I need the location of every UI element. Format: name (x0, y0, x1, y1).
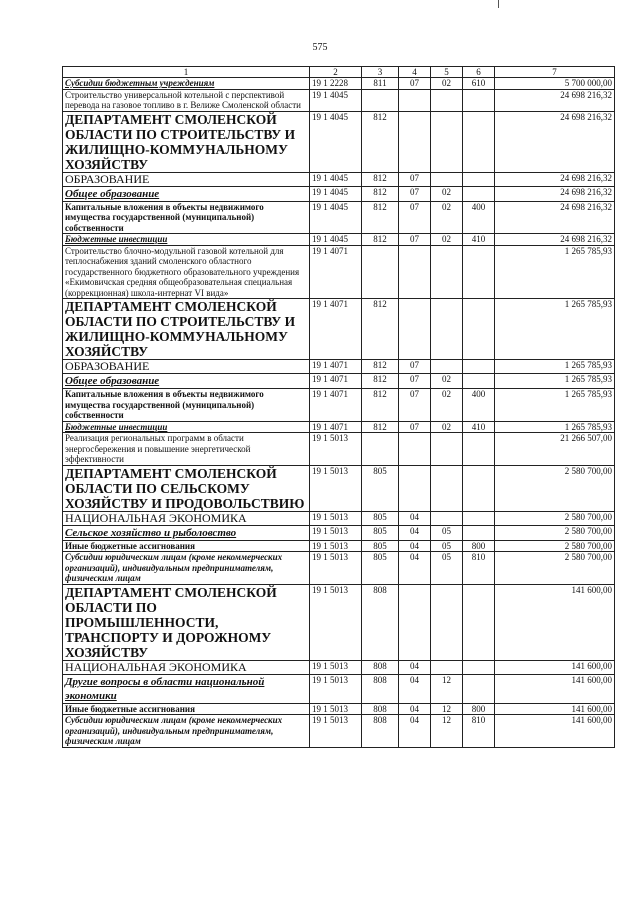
cell-vr (463, 674, 495, 703)
cell-vr: 800 (463, 540, 495, 552)
cell-rz: 04 (399, 715, 431, 748)
cell-pr (431, 433, 463, 466)
cell-amount: 141 600,00 (495, 674, 615, 703)
cell-code: 19 1 2228 (310, 78, 362, 90)
cell-amount: 1 265 785,93 (495, 421, 615, 433)
cell-name: Строительство универсальной котельной с перспективой перевода на газовое топливо в г. Велиже Смоленской области (63, 89, 310, 111)
cell-amount: 141 600,00 (495, 703, 615, 715)
cell-vr (463, 172, 495, 186)
header-cell-vid: 3 (362, 67, 399, 78)
cell-amount: 1 265 785,93 (495, 245, 615, 299)
cell-vr: 800 (463, 703, 495, 715)
cell-vr (463, 525, 495, 540)
cell-pr (431, 89, 463, 111)
cell-name: ОБРАЗОВАНИЕ (63, 360, 310, 374)
cell-rz: 07 (399, 374, 431, 389)
cell-pr: 05 (431, 552, 463, 585)
cell-pr (431, 172, 463, 186)
table-row (63, 360, 615, 374)
table-row (63, 511, 615, 525)
header-cell-pr: 5 (431, 67, 463, 78)
cell-code: 19 1 4045 (310, 172, 362, 186)
cell-amount: 1 265 785,93 (495, 299, 615, 360)
cell-vid: 812 (362, 201, 399, 234)
cell-pr: 02 (431, 201, 463, 234)
cell-pr (431, 360, 463, 374)
cell-name: ОБРАЗОВАНИЕ (63, 172, 310, 186)
cell-rz: 04 (399, 552, 431, 585)
cell-pr: 02 (431, 389, 463, 422)
cell-rz: 04 (399, 660, 431, 674)
cell-code: 19 1 5013 (310, 465, 362, 511)
table-row (63, 540, 615, 552)
cell-vr (463, 511, 495, 525)
cell-rz: 07 (399, 172, 431, 186)
cell-amount: 24 698 216,32 (495, 234, 615, 246)
cell-amount: 1 265 785,93 (495, 360, 615, 374)
cell-name: Реализация региональных программ в области энергосбережения и повышение энергетической эффективности (63, 433, 310, 466)
cell-code: 19 1 5013 (310, 703, 362, 715)
cell-name: Иные бюджетные ассигнования (63, 540, 310, 552)
cell-vid: 812 (362, 299, 399, 360)
cell-code: 19 1 4071 (310, 389, 362, 422)
cell-name: Бюджетные инвестиции (63, 234, 310, 246)
cell-rz: 07 (399, 421, 431, 433)
cell-vid: 808 (362, 584, 399, 660)
cell-vid: 805 (362, 540, 399, 552)
cell-vid (362, 433, 399, 466)
cell-vr (463, 186, 495, 201)
cell-vr (463, 374, 495, 389)
cell-amount: 2 580 700,00 (495, 552, 615, 585)
cell-vr (463, 360, 495, 374)
cell-pr (431, 465, 463, 511)
cell-name: НАЦИОНАЛЬНАЯ ЭКОНОМИКА (63, 511, 310, 525)
cell-code: 19 1 5013 (310, 540, 362, 552)
cell-code: 19 1 4045 (310, 89, 362, 111)
cell-vid: 808 (362, 660, 399, 674)
cell-code: 19 1 4071 (310, 299, 362, 360)
cell-vr: 410 (463, 421, 495, 433)
cell-code: 19 1 5013 (310, 584, 362, 660)
cell-name: Субсидии бюджетным учреждениям (63, 78, 310, 90)
table-row (63, 299, 615, 360)
cell-vid (362, 89, 399, 111)
cell-amount: 1 265 785,93 (495, 374, 615, 389)
cell-code: 19 1 5013 (310, 511, 362, 525)
cell-amount: 2 580 700,00 (495, 525, 615, 540)
cell-code: 19 1 4045 (310, 111, 362, 172)
cell-name: Субсидии юридическим лицам (кроме некоммерческих организаций), индивидуальным предпринимателям, физическим лицам (63, 552, 310, 585)
cell-vid: 812 (362, 374, 399, 389)
table-row (63, 78, 615, 90)
cell-pr: 12 (431, 703, 463, 715)
header-cell-code: 2 (310, 67, 362, 78)
cell-rz: 07 (399, 234, 431, 246)
cell-name: Бюджетные инвестиции (63, 421, 310, 433)
cell-pr: 05 (431, 525, 463, 540)
table-row (63, 186, 615, 201)
table-row (63, 172, 615, 186)
cell-amount: 24 698 216,32 (495, 186, 615, 201)
cell-rz (399, 465, 431, 511)
page-number: 575 (312, 42, 328, 53)
table-row (63, 111, 615, 172)
cell-vr: 610 (463, 78, 495, 90)
cell-vid (362, 245, 399, 299)
header-cell-vr: 6 (463, 67, 495, 78)
cell-amount: 2 580 700,00 (495, 465, 615, 511)
table-row (63, 584, 615, 660)
cell-rz: 04 (399, 703, 431, 715)
cell-vid: 805 (362, 511, 399, 525)
cell-rz: 07 (399, 360, 431, 374)
cell-rz: 04 (399, 674, 431, 703)
cell-amount: 24 698 216,32 (495, 111, 615, 172)
cell-pr (431, 299, 463, 360)
cell-vid: 812 (362, 389, 399, 422)
cell-name: Строительство блочно-модульной газовой котельной для теплоснабжения зданий смоленского областного государственного бюджетного образовательного учреждения «Екимовичская средняя общеобразовательная специальная (коррекционная) школа-интернат VI вида» (63, 245, 310, 299)
table-row (63, 674, 615, 703)
cell-name: Сельское хозяйство и рыболовство (63, 525, 310, 540)
cell-code: 19 1 5013 (310, 660, 362, 674)
cell-pr: 02 (431, 421, 463, 433)
table-row (63, 660, 615, 674)
cell-rz: 07 (399, 186, 431, 201)
cell-rz (399, 584, 431, 660)
cell-name: Другие вопросы в области национальной экономики (63, 674, 310, 703)
cell-pr: 12 (431, 715, 463, 748)
cell-name: ДЕПАРТАМЕНТ СМОЛЕНСКОЙ ОБЛАСТИ ПО ПРОМЫШЛЕННОСТИ, ТРАНСПОРТУ И ДОРОЖНОМУ ХОЗЯЙСТВУ (63, 584, 310, 660)
cell-code: 19 1 5013 (310, 674, 362, 703)
table-row (63, 552, 615, 585)
cell-vid: 805 (362, 465, 399, 511)
cell-name: Общее образование (63, 374, 310, 389)
cell-vr (463, 245, 495, 299)
cell-name: Субсидии юридическим лицам (кроме некоммерческих организаций), индивидуальным предпринимателям, физическим лицам (63, 715, 310, 748)
table-row (63, 201, 615, 234)
cell-pr: 05 (431, 540, 463, 552)
cell-pr (431, 660, 463, 674)
cell-pr: 02 (431, 374, 463, 389)
cell-vid: 808 (362, 674, 399, 703)
cell-rz (399, 89, 431, 111)
cell-vr: 810 (463, 715, 495, 748)
cell-vr (463, 299, 495, 360)
header-cell-name: 1 (63, 67, 310, 78)
cell-name: Общее образование (63, 186, 310, 201)
cell-pr: 02 (431, 234, 463, 246)
cell-code: 19 1 5013 (310, 525, 362, 540)
cell-vr (463, 660, 495, 674)
cell-rz: 07 (399, 78, 431, 90)
cell-name: ДЕПАРТАМЕНТ СМОЛЕНСКОЙ ОБЛАСТИ ПО СЕЛЬСКОМУ ХОЗЯЙСТВУ И ПРОДОВОЛЬСТВИЮ (63, 465, 310, 511)
cell-name: ДЕПАРТАМЕНТ СМОЛЕНСКОЙ ОБЛАСТИ ПО СТРОИТЕЛЬСТВУ И ЖИЛИЩНО-КОММУНАЛЬНОМУ ХОЗЯЙСТВУ (63, 111, 310, 172)
cell-vr (463, 433, 495, 466)
cell-pr (431, 511, 463, 525)
cell-vid: 808 (362, 703, 399, 715)
table-row (63, 703, 615, 715)
cell-vr (463, 465, 495, 511)
table-row (63, 374, 615, 389)
table-row (63, 715, 615, 748)
cell-vid: 812 (362, 234, 399, 246)
cell-code: 19 1 5013 (310, 552, 362, 585)
cell-rz (399, 111, 431, 172)
cell-name: Капитальные вложения в объекты недвижимого имущества государственной (муниципальной) собственности (63, 201, 310, 234)
cell-pr: 12 (431, 674, 463, 703)
cell-vr: 810 (463, 552, 495, 585)
cell-code: 19 1 4045 (310, 186, 362, 201)
cell-code: 19 1 5013 (310, 433, 362, 466)
cell-pr (431, 245, 463, 299)
header-row (63, 67, 615, 78)
cell-vid: 812 (362, 421, 399, 433)
cell-vr (463, 584, 495, 660)
cell-vr (463, 111, 495, 172)
cell-amount: 2 580 700,00 (495, 511, 615, 525)
table-row (63, 234, 615, 246)
cell-amount: 24 698 216,32 (495, 172, 615, 186)
cell-amount: 141 600,00 (495, 584, 615, 660)
cell-rz: 07 (399, 389, 431, 422)
table-row (63, 389, 615, 422)
cell-name: Капитальные вложения в объекты недвижимого имущества государственной (муниципальной) собственности (63, 389, 310, 422)
cell-pr (431, 584, 463, 660)
cell-name: ДЕПАРТАМЕНТ СМОЛЕНСКОЙ ОБЛАСТИ ПО СТРОИТЕЛЬСТВУ И ЖИЛИЩНО-КОММУНАЛЬНОМУ ХОЗЯЙСТВУ (63, 299, 310, 360)
cell-vr: 410 (463, 234, 495, 246)
cell-amount: 24 698 216,32 (495, 89, 615, 111)
table-row (63, 525, 615, 540)
cell-pr: 02 (431, 186, 463, 201)
cell-rz (399, 299, 431, 360)
cell-code: 19 1 4045 (310, 234, 362, 246)
cell-rz (399, 433, 431, 466)
cell-vid: 805 (362, 552, 399, 585)
table-row (63, 421, 615, 433)
cell-name: Иные бюджетные ассигнования (63, 703, 310, 715)
cell-vid: 808 (362, 715, 399, 748)
cell-code: 19 1 5013 (310, 715, 362, 748)
budget-table (62, 66, 615, 748)
header-cell-rz: 4 (399, 67, 431, 78)
cell-amount: 5 700 000,00 (495, 78, 615, 90)
header-cell-amount: 7 (495, 67, 615, 78)
cell-vid: 805 (362, 525, 399, 540)
cell-vid: 812 (362, 360, 399, 374)
cell-name: НАЦИОНАЛЬНАЯ ЭКОНОМИКА (63, 660, 310, 674)
cell-code: 19 1 4071 (310, 421, 362, 433)
cell-code: 19 1 4071 (310, 245, 362, 299)
scan-artifact (498, 0, 499, 8)
table-row (63, 245, 615, 299)
cell-amount: 24 698 216,32 (495, 201, 615, 234)
cell-vid: 811 (362, 78, 399, 90)
table-row (63, 465, 615, 511)
cell-code: 19 1 4045 (310, 201, 362, 234)
cell-vid: 812 (362, 111, 399, 172)
cell-pr (431, 111, 463, 172)
cell-vid: 812 (362, 186, 399, 201)
cell-amount: 141 600,00 (495, 660, 615, 674)
cell-rz: 04 (399, 540, 431, 552)
cell-rz: 07 (399, 201, 431, 234)
cell-pr: 02 (431, 78, 463, 90)
cell-amount: 21 266 507,00 (495, 433, 615, 466)
cell-rz: 04 (399, 525, 431, 540)
table-body (63, 67, 615, 748)
table-row (63, 89, 615, 111)
cell-code: 19 1 4071 (310, 360, 362, 374)
table-row (63, 433, 615, 466)
cell-amount: 141 600,00 (495, 715, 615, 748)
cell-vr: 400 (463, 201, 495, 234)
cell-vr (463, 89, 495, 111)
cell-amount: 2 580 700,00 (495, 540, 615, 552)
cell-rz (399, 245, 431, 299)
cell-vr: 400 (463, 389, 495, 422)
cell-vid: 812 (362, 172, 399, 186)
cell-amount: 1 265 785,93 (495, 389, 615, 422)
cell-rz: 04 (399, 511, 431, 525)
cell-code: 19 1 4071 (310, 374, 362, 389)
